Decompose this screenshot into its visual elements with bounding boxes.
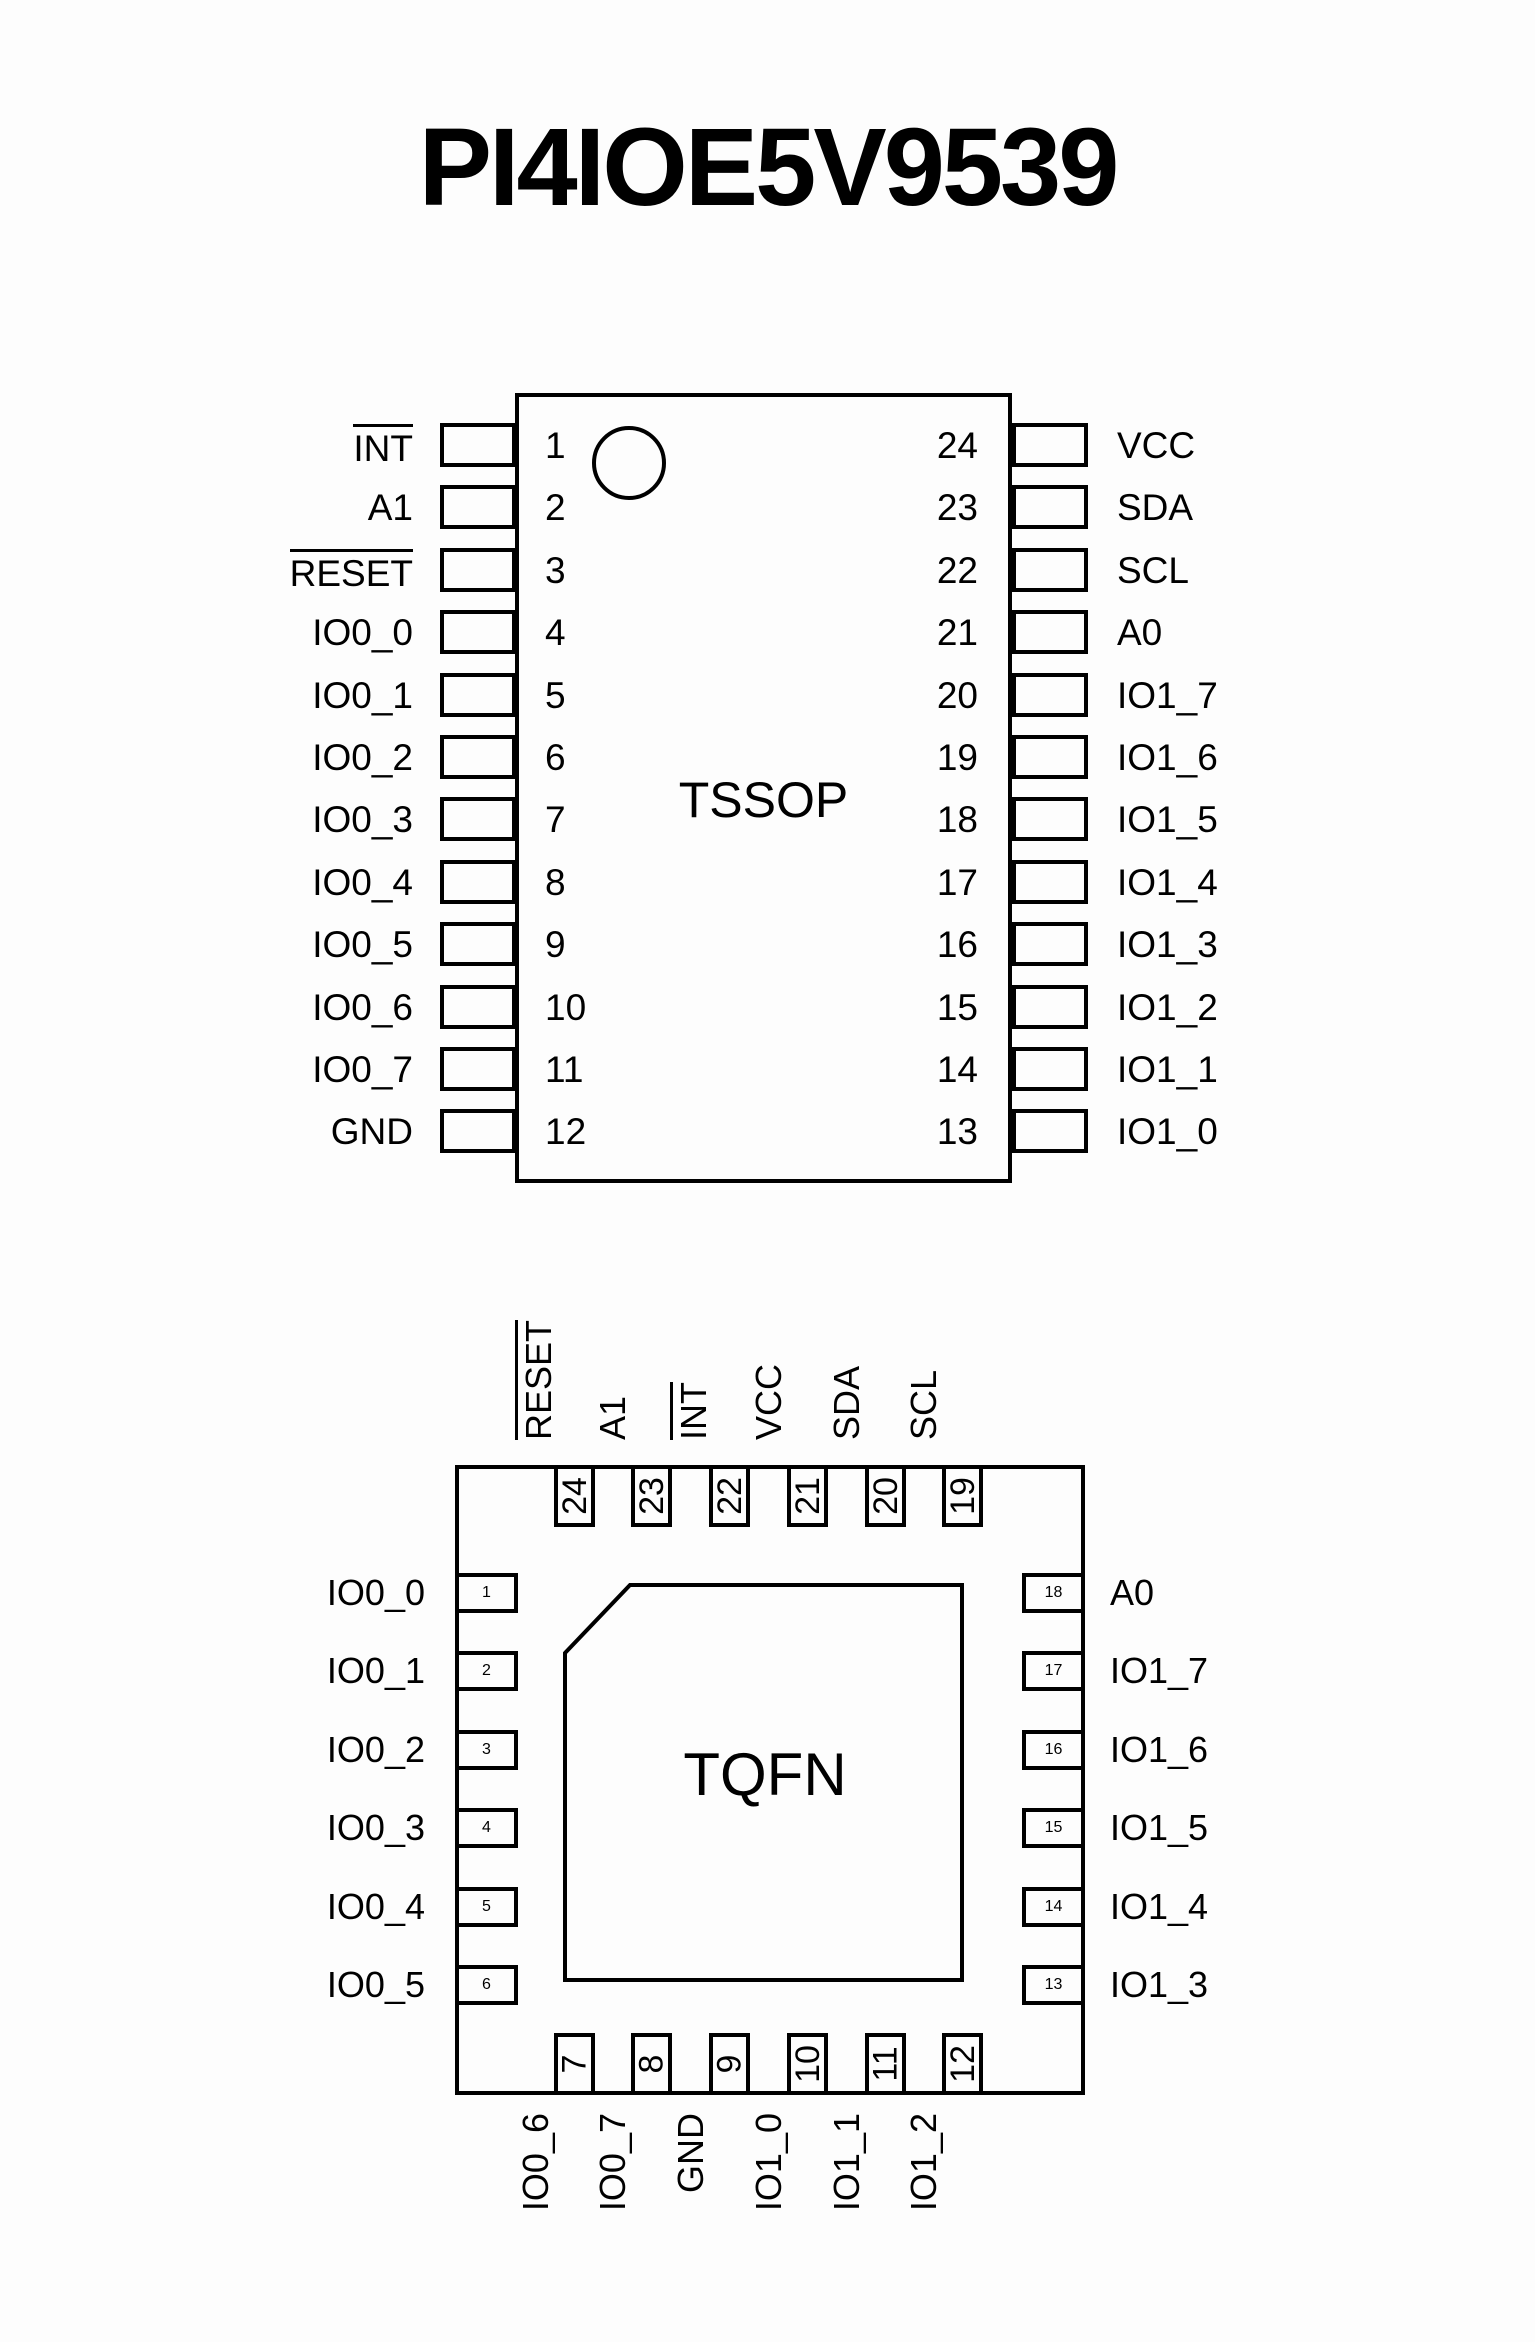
tqfn-pin-9-label (672, 2113, 710, 2333)
tssop-pin-21-number (868, 610, 978, 654)
tqfn-pin-13-pad (1022, 1965, 1085, 2005)
pin-label-text: IO0_3 (326, 1807, 425, 1848)
tssop-pin-8-pad (440, 860, 516, 904)
tssop-package-label: TSSOP (678, 772, 849, 828)
tqfn-pin-19-label (905, 1220, 943, 1440)
pin-label-text: IO1_2 (1117, 986, 1218, 1028)
tssop-pin-10-number (545, 985, 655, 1029)
tqfn-pin-18-label (1110, 1573, 1410, 1613)
tqfn-pin-16-pad (1022, 1730, 1085, 1770)
tssop-pin-14-number (868, 1047, 978, 1091)
pin-label-text: IO1_0 (748, 2113, 789, 2212)
tssop-pin-20-number (868, 673, 978, 717)
tssop-pin-11-pad (440, 1047, 516, 1091)
tssop-pin-24-label (1117, 423, 1417, 467)
tssop-pin-6-pad (440, 735, 516, 779)
pin-label-text: IO0_6 (515, 2113, 556, 2212)
pin-number-text: 3 (545, 549, 566, 591)
tqfn-pin-6-label (125, 1965, 425, 2005)
pin-number-text: 24 (936, 424, 978, 466)
pin-number-text: 2 (482, 1662, 491, 1679)
tssop-pin-8-label (113, 860, 413, 904)
pin-number-text: 1 (482, 1584, 491, 1601)
pin-number-text: 11 (545, 1048, 584, 1090)
pin-number-text: 5 (482, 1898, 491, 1915)
tqfn-pin-3-label (125, 1730, 425, 1770)
tqfn-pin-22-pad (709, 1465, 750, 1527)
tssop-pin-13-number (868, 1109, 978, 1153)
pin-label-text: IO1_5 (1117, 798, 1218, 840)
tssop-pin-21-pad (1012, 610, 1088, 654)
tqfn-pin-1-label (125, 1573, 425, 1613)
pin-number-text: 22 (710, 1477, 749, 1515)
pin-number-text: 18 (1044, 1584, 1063, 1601)
tqfn-pin-10-pad (787, 2033, 828, 2095)
pin-number-text: 22 (936, 549, 978, 591)
pin-label-text: IO0_2 (312, 736, 413, 778)
tssop-pin-16-pad (1012, 922, 1088, 966)
tssop-pin-12-number (545, 1109, 655, 1153)
tqfn-pin-8-pad (631, 2033, 672, 2095)
tssop-pin-9-number (545, 922, 655, 966)
tssop-pin-11-label (113, 1047, 413, 1091)
tssop-pin-7-number (545, 797, 655, 841)
pin-number-text: 12 (943, 2045, 982, 2083)
pin-label-text: SCL (1117, 549, 1189, 591)
tqfn-pin-2-label (125, 1651, 425, 1691)
tqfn-pin-9-pad (709, 2033, 750, 2095)
pin-label-text: IO0_7 (312, 1048, 413, 1090)
tssop-pin-18-label (1117, 797, 1417, 841)
pin-number-text: 10 (788, 2045, 827, 2083)
pin-number-text: 23 (632, 1477, 671, 1515)
pin-label-text: IO1_3 (1117, 923, 1218, 965)
tssop-pin-19-pad (1012, 735, 1088, 779)
pin-number-text: 11 (866, 2046, 905, 2082)
tssop-pin-13-label (1117, 1109, 1417, 1153)
tqfn-pin-19-pad (942, 1465, 983, 1527)
tssop-pin-18-pad (1012, 797, 1088, 841)
tssop-pin-5-pad (440, 673, 516, 717)
pin-number-text: 20 (866, 1477, 905, 1515)
pin-label-text: IO1_5 (1110, 1807, 1209, 1848)
pin-number-text: 7 (545, 798, 566, 840)
tqfn-pin-14-label (1110, 1887, 1410, 1927)
pin-number-text: 16 (1044, 1741, 1063, 1758)
pin-number-text: 8 (545, 861, 566, 903)
tssop-pin-15-label (1117, 985, 1417, 1029)
pin-label-text: INT (670, 1382, 712, 1440)
pin-label-text: RESET (290, 549, 413, 592)
pin-number-text: 12 (545, 1110, 587, 1152)
pin-number-text: 10 (545, 986, 587, 1028)
page-title: PI4IOE5V9539 (418, 106, 1117, 229)
tssop-pin-17-label (1117, 860, 1417, 904)
tssop-pin-19-label (1117, 735, 1417, 779)
tqfn-pin-15-pad (1022, 1808, 1085, 1848)
tqfn-pin-6-pad (455, 1965, 518, 2005)
pin-label-text: A1 (367, 486, 413, 528)
pin-label-text: VCC (1117, 424, 1196, 466)
tqfn-pin-8-label (594, 2113, 632, 2333)
tssop-pin-13-pad (1012, 1109, 1088, 1153)
pin-label-text: IO0_7 (592, 2113, 633, 2212)
tssop-pin-6-number (545, 735, 655, 779)
tqfn-pin-24-pad (554, 1465, 595, 1527)
tqfn-pin-23-label (594, 1220, 632, 1440)
tssop-pin-22-number (868, 548, 978, 592)
tssop-pin-4-label (113, 610, 413, 654)
pin-number-text: 15 (936, 986, 978, 1028)
tssop-pin-5-label (113, 673, 413, 717)
pin-number-text: 4 (545, 611, 566, 653)
tssop-pin-12-label (113, 1109, 413, 1153)
tqfn-pin-3-pad (455, 1730, 518, 1770)
pin-number-text: 19 (943, 1477, 982, 1515)
tssop-pin-16-label (1117, 922, 1417, 966)
tqfn-pin-1-pad (455, 1573, 518, 1613)
pin-number-text: 6 (545, 736, 566, 778)
tssop-pin-9-label (113, 922, 413, 966)
pin-number-text: 14 (936, 1048, 978, 1090)
tqfn-pin-18-pad (1022, 1573, 1085, 1613)
pin-number-text: 9 (710, 2054, 749, 2074)
pin-number-text: 17 (1044, 1662, 1063, 1679)
tssop-pin-17-number (868, 860, 978, 904)
tqfn-pin-12-label (905, 2113, 943, 2333)
tqfn-pin-20-pad (865, 1465, 906, 1527)
tssop-pin-14-label (1117, 1047, 1417, 1091)
pin-label-text: A0 (1117, 611, 1163, 653)
tssop-pin-7-pad (440, 797, 516, 841)
tqfn-pin-4-label (125, 1808, 425, 1848)
pin-label-text: IO0_4 (326, 1886, 425, 1927)
tssop-pin-9-pad (440, 922, 516, 966)
tssop-pin-15-pad (1012, 985, 1088, 1029)
pin-number-text: 18 (936, 798, 978, 840)
tqfn-pin-21-label (750, 1220, 788, 1440)
pin-label-text: INT (353, 424, 413, 467)
pin-label-text: A1 (592, 1395, 633, 1440)
pin-label-text: IO1_7 (1110, 1650, 1209, 1691)
tssop-pin-3-number (545, 548, 655, 592)
tssop-pin-23-label (1117, 485, 1417, 529)
pin-label-text: IO1_4 (1110, 1886, 1209, 1927)
tqfn-pin-15-label (1110, 1808, 1410, 1848)
tssop-pin-17-pad (1012, 860, 1088, 904)
tqfn-pin-4-pad (455, 1808, 518, 1848)
pin-number-text: 13 (1044, 1976, 1063, 1993)
pin-label-text: IO0_2 (326, 1729, 425, 1770)
pin-label-text: IO1_3 (1110, 1964, 1209, 2005)
pin-number-text: 13 (936, 1110, 978, 1152)
tssop-pin-15-number (868, 985, 978, 1029)
tqfn-pin-14-pad (1022, 1887, 1085, 1927)
pin-number-text: 20 (936, 674, 978, 716)
tssop-pin-1-label (113, 423, 413, 467)
tqfn-pin-5-label (125, 1887, 425, 1927)
pin-number-text: 6 (482, 1976, 491, 1993)
tssop-pin-2-pad (440, 485, 516, 529)
pin-label-text: IO0_4 (312, 861, 413, 903)
pin-number-text: 3 (482, 1741, 491, 1758)
tssop-pin-19-number (868, 735, 978, 779)
tssop-pin-24-pad (1012, 423, 1088, 467)
tqfn-pin-12-pad (942, 2033, 983, 2095)
pin-number-text: 17 (936, 861, 978, 903)
pin-label-text: IO0_6 (312, 986, 413, 1028)
tqfn-pin-22-label (672, 1220, 714, 1440)
tqfn-pin-7-pad (554, 2033, 595, 2095)
pin-label-text: IO0_3 (312, 798, 413, 840)
tssop-pin-2-label (113, 485, 413, 529)
pin-label-text: IO1_1 (1117, 1048, 1218, 1090)
pin-number-text: 14 (1044, 1898, 1063, 1915)
tqfn-package-label: TQFN (683, 1741, 847, 1808)
pin-number-text: 21 (788, 1477, 827, 1515)
pin-label-text: GND (670, 2113, 711, 2193)
tqfn-pin-21-pad (787, 1465, 828, 1527)
pin-number-text: 8 (632, 2054, 671, 2074)
pin-number-text: 7 (555, 2054, 594, 2074)
pin-number-text: 4 (482, 1819, 491, 1836)
pin-label-text: IO0_0 (312, 611, 413, 653)
pin-label-text: IO0_1 (312, 674, 413, 716)
tssop-pin-20-pad (1012, 673, 1088, 717)
tssop-pin-23-number (868, 485, 978, 529)
tssop-pin-12-pad (440, 1109, 516, 1153)
pin-label-text: IO1_0 (1117, 1110, 1218, 1152)
tssop-pin-4-number (545, 610, 655, 654)
pin-label-text: A0 (1110, 1572, 1155, 1613)
tssop-pin-4-pad (440, 610, 516, 654)
pin-label-text: IO1_4 (1117, 861, 1218, 903)
tssop-pin-14-pad (1012, 1047, 1088, 1091)
tssop-pin-3-label (113, 548, 413, 592)
pin-number-text: 5 (545, 674, 566, 716)
tssop-pin-5-number (545, 673, 655, 717)
pin-number-text: 1 (545, 424, 566, 466)
pin-label-text: IO1_7 (1117, 674, 1218, 716)
pin-label-text: VCC (748, 1363, 789, 1440)
tssop-pin-18-number (868, 797, 978, 841)
pin-label-text: GND (330, 1110, 413, 1152)
tqfn-pin-20-label (828, 1220, 866, 1440)
pin-label-text: IO1_6 (1110, 1729, 1209, 1770)
tssop-pin-20-label (1117, 673, 1417, 717)
tssop-pin-11-number (545, 1047, 655, 1091)
pin-label-text: RESET (515, 1320, 557, 1440)
tssop-pin-10-label (113, 985, 413, 1029)
tssop-pin-1-pad (440, 423, 516, 467)
pin-number-text: 9 (545, 923, 566, 965)
pin-label-text: SCL (903, 1369, 944, 1440)
tqfn-pin-11-label (828, 2113, 866, 2333)
pin-label-text: IO1_6 (1117, 736, 1218, 778)
tssop-pin-6-label (113, 735, 413, 779)
tssop-pin-3-pad (440, 548, 516, 592)
pin-number-text: 15 (1044, 1819, 1063, 1836)
tssop-pin-7-label (113, 797, 413, 841)
tssop-pin-2-number (545, 485, 655, 529)
tssop-pin-23-pad (1012, 485, 1088, 529)
tssop-pin-10-pad (440, 985, 516, 1029)
tssop-pin-21-label (1117, 610, 1417, 654)
pin-label-text: IO0_5 (326, 1964, 425, 2005)
tqfn-pin-24-label (517, 1220, 559, 1440)
tqfn-pin-13-label (1110, 1965, 1410, 2005)
pin-label-text: SDA (826, 1365, 867, 1440)
pin-label-text: IO0_1 (326, 1650, 425, 1691)
pin-number-text: 23 (936, 486, 978, 528)
tqfn-pin-2-pad (455, 1651, 518, 1691)
tqfn-pin-17-pad (1022, 1651, 1085, 1691)
tqfn-pin-17-label (1110, 1651, 1410, 1691)
tssop-pin-16-number (868, 922, 978, 966)
tqfn-pin-23-pad (631, 1465, 672, 1527)
tssop-pin-8-number (545, 860, 655, 904)
tqfn-pin-7-label (517, 2113, 555, 2333)
pin-label-text: IO0_5 (312, 923, 413, 965)
tqfn-pin-5-pad (455, 1887, 518, 1927)
pin-label-text: IO1_2 (903, 2113, 944, 2212)
tqfn-pin-16-label (1110, 1730, 1410, 1770)
tqfn-pin-11-pad (865, 2033, 906, 2095)
pin-number-text: 19 (936, 736, 978, 778)
pin-number-text: 16 (936, 923, 978, 965)
pin-number-text: 2 (545, 486, 566, 528)
pin-number-text: 24 (555, 1477, 594, 1515)
pin-label-text: IO1_1 (826, 2113, 867, 2212)
pin-number-text: 21 (936, 611, 978, 653)
tqfn-pin-10-label (750, 2113, 788, 2333)
tssop-pin-24-number (868, 423, 978, 467)
tssop-pin-1-number (545, 423, 655, 467)
pin-label-text: IO0_0 (326, 1572, 425, 1613)
tssop-pin-22-pad (1012, 548, 1088, 592)
tssop-pin-22-label (1117, 548, 1417, 592)
pin-label-text: SDA (1117, 486, 1194, 528)
